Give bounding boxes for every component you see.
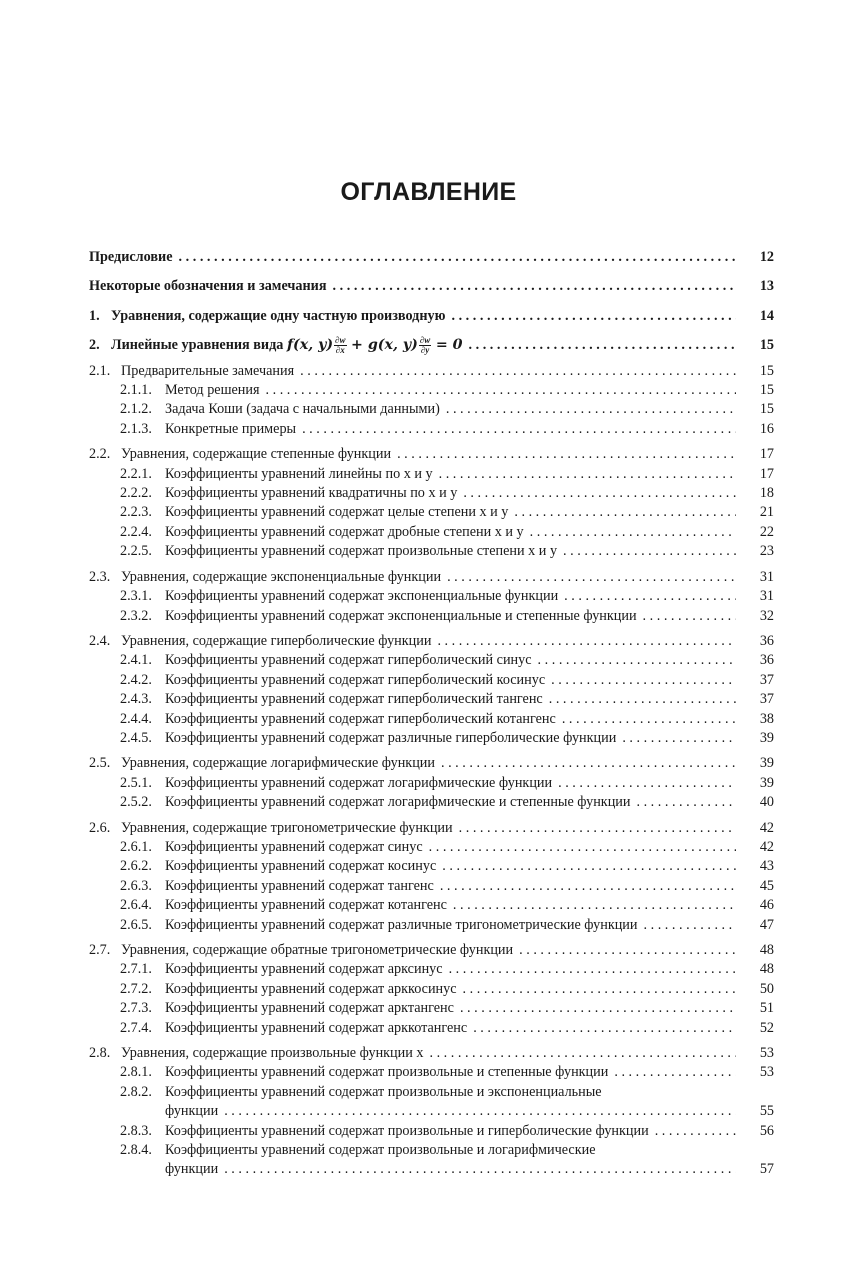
toc-label: Коэффициенты уравнений содержат экспоненциальные и степенные функции bbox=[165, 607, 637, 624]
toc-page: 46 bbox=[759, 897, 774, 914]
toc-page: 15 bbox=[759, 401, 774, 418]
toc-page: 31 bbox=[759, 588, 774, 605]
toc-page: 45 bbox=[759, 877, 774, 894]
toc-label: Коэффициенты уравнений содержат гиперболический котангенс bbox=[165, 710, 556, 727]
toc-entry-preface[interactable] bbox=[89, 248, 774, 267]
toc-page: 21 bbox=[759, 504, 774, 521]
toc-number: 2.7.2. bbox=[120, 980, 152, 997]
toc-number: 2.8. bbox=[89, 1045, 111, 1062]
toc-entry-subsection-263[interactable] bbox=[89, 877, 774, 896]
toc-entry-subsection-272[interactable] bbox=[89, 980, 774, 999]
toc-entry-subsection-232[interactable] bbox=[89, 607, 774, 626]
toc-entry-subsection-281[interactable] bbox=[89, 1063, 774, 1082]
toc-entry-subsection-224[interactable] bbox=[89, 523, 774, 542]
formula-equals-zero: = 0 bbox=[435, 337, 463, 354]
toc-number: 2.6.4. bbox=[120, 897, 152, 914]
toc-label: Коэффициенты уравнений квадратичны по x и y bbox=[165, 485, 458, 502]
toc-page: 51 bbox=[759, 1000, 774, 1017]
toc-label: Уравнения, содержащие логарифмические функции bbox=[121, 755, 435, 772]
toc-label: Предисловие bbox=[89, 249, 173, 265]
toc-label: Коэффициенты уравнений содержат тангенс bbox=[165, 877, 434, 894]
toc-label: Коэффициенты уравнений содержат гиперболический косинус bbox=[165, 671, 546, 688]
toc-page: 53 bbox=[759, 1064, 774, 1081]
toc-entry-subsection-264[interactable] bbox=[89, 896, 774, 915]
toc-number: 2.8.1. bbox=[120, 1064, 152, 1081]
toc-label: Коэффициенты уравнений содержат различные гиперболические функции bbox=[165, 729, 617, 746]
toc-number: 2.7. bbox=[89, 942, 111, 958]
toc-label: Задача Коши (задача с начальными данными) bbox=[165, 401, 440, 418]
toc-entry-subsection-282[interactable] bbox=[89, 1083, 774, 1102]
toc-label: Коэффициенты уравнений содержат арккотангенс bbox=[165, 1019, 468, 1036]
toc-number: 2.8.3. bbox=[120, 1122, 152, 1139]
toc-number: 2.5.1. bbox=[120, 774, 152, 791]
toc-entry-subsection-284[interactable] bbox=[89, 1141, 774, 1160]
toc-label: Уравнения, содержащие тригонометрические функции bbox=[121, 819, 453, 836]
toc-entry-subsection-283[interactable] bbox=[89, 1122, 774, 1141]
toc-entry-subsection-221[interactable] bbox=[89, 465, 774, 484]
toc-entry-subsection-251[interactable] bbox=[89, 774, 774, 793]
formula-f: f(x, y) bbox=[286, 337, 334, 354]
toc-page: 48 bbox=[759, 961, 774, 978]
toc-number: 2.4.1. bbox=[120, 652, 152, 669]
toc-page: 50 bbox=[759, 980, 774, 997]
toc-page: 53 bbox=[759, 1045, 774, 1062]
toc-label: Уравнения, содержащие степенные функции bbox=[121, 446, 392, 463]
toc-label: Предварительные замечания bbox=[121, 362, 295, 379]
chapter-2-title: Линейные уравнения вида bbox=[111, 337, 284, 354]
toc-number: 2.1.1. bbox=[120, 382, 152, 399]
toc-page: 15 bbox=[759, 337, 774, 354]
toc-number: 2.2.5. bbox=[120, 543, 152, 560]
toc-page: 36 bbox=[759, 632, 774, 649]
toc-entry-chapter-1[interactable] bbox=[89, 307, 774, 326]
toc-number: 2.8.4. bbox=[120, 1142, 152, 1159]
toc-page: 55 bbox=[759, 1103, 774, 1120]
toc-label: Коэффициенты уравнений содержат дробные степени x и y bbox=[165, 523, 524, 540]
toc-page: 56 bbox=[759, 1122, 774, 1139]
toc-entry-subsection-284-continued[interactable] bbox=[89, 1160, 774, 1179]
toc-entry-section-23[interactable] bbox=[89, 568, 774, 587]
toc-label: Коэффициенты уравнений содержат синус bbox=[165, 838, 423, 855]
toc-entry-section-21[interactable] bbox=[89, 362, 774, 381]
toc-number: 2.1.2. bbox=[120, 401, 152, 418]
toc-entry-section-25[interactable] bbox=[89, 754, 774, 773]
toc-page: 38 bbox=[759, 710, 774, 727]
toc-label: Коэффициенты уравнений содержат произвольные и экспоненциальные bbox=[165, 1083, 602, 1100]
toc-number: 2.6.5. bbox=[120, 916, 152, 933]
toc-page: 39 bbox=[759, 729, 774, 746]
toc-page: 32 bbox=[759, 607, 774, 624]
toc-label: Коэффициенты уравнений линейны по x и y bbox=[165, 465, 433, 482]
toc-entry-subsection-282-continued[interactable] bbox=[89, 1102, 774, 1121]
toc-number: 2.3.1. bbox=[120, 588, 152, 605]
toc-number: 2.7.1. bbox=[120, 961, 152, 978]
toc-page: 47 bbox=[759, 916, 774, 933]
toc-entry-section-22[interactable] bbox=[89, 445, 774, 464]
toc-page: 48 bbox=[759, 942, 774, 958]
toc-page: 17 bbox=[759, 465, 774, 482]
toc-label: Уравнения, содержащие одну частную производную bbox=[111, 307, 446, 324]
toc-number: 2.7.3. bbox=[120, 1000, 152, 1017]
toc-number: 2.4.5. bbox=[120, 729, 152, 746]
toc-label: Коэффициенты уравнений содержат котангенс bbox=[165, 897, 447, 914]
toc-page: 18 bbox=[759, 485, 774, 502]
toc-entry-section-24[interactable] bbox=[89, 632, 774, 651]
toc-number: 2.2.2. bbox=[120, 485, 152, 502]
formula-g: + g(x, y) bbox=[351, 337, 418, 354]
toc-number: 2.6.3. bbox=[120, 877, 152, 894]
toc-number: 2.2.4. bbox=[120, 523, 152, 540]
toc-label: Уравнения, содержащие гиперболические функции bbox=[121, 632, 432, 649]
toc-entry-subsection-241[interactable] bbox=[89, 651, 774, 670]
toc-page: 13 bbox=[759, 278, 774, 295]
toc-number: 2.7.4. bbox=[120, 1019, 152, 1036]
toc-entry-subsection-222[interactable] bbox=[89, 484, 774, 503]
toc-entry-subsection-213[interactable] bbox=[89, 420, 774, 439]
toc-page: 37 bbox=[759, 691, 774, 708]
toc-label: Конкретные примеры bbox=[165, 420, 297, 437]
toc-page: 14 bbox=[759, 307, 774, 324]
toc-page: 43 bbox=[759, 858, 774, 875]
toc-page: 42 bbox=[759, 838, 774, 855]
toc-entry-subsection-265[interactable] bbox=[89, 916, 774, 935]
partial-derivative-y: $\frac{\partial w}{\partial y}$ bbox=[419, 335, 431, 356]
toc-page: 39 bbox=[759, 774, 774, 791]
toc-label: Коэффициенты уравнений содержат различные тригонометрические функции bbox=[165, 916, 638, 933]
page-title: ОГЛАВЛЕНИЕ bbox=[340, 178, 517, 206]
toc-number: 2.5.2. bbox=[120, 794, 152, 811]
toc-label: Коэффициенты уравнений содержат арктангенс bbox=[165, 1000, 454, 1017]
toc-entry-subsection-245[interactable] bbox=[89, 729, 774, 748]
toc-number: 2.3.2. bbox=[120, 607, 152, 624]
toc-label: Уравнения, содержащие экспоненциальные функции bbox=[121, 568, 442, 585]
toc-entry-subsection-252[interactable] bbox=[89, 793, 774, 812]
toc-page: 52 bbox=[759, 1019, 774, 1036]
toc-page: 36 bbox=[759, 652, 774, 669]
toc-number: 2.6. bbox=[89, 819, 111, 836]
toc-number: 2.6.2. bbox=[120, 858, 152, 875]
toc-page: 31 bbox=[759, 568, 774, 585]
toc-number: 2.5. bbox=[89, 755, 111, 772]
toc-number: 2.2.3. bbox=[120, 504, 152, 521]
toc-number: 2.1. bbox=[89, 362, 111, 379]
toc-label: Уравнения, содержащие обратные тригонометрические функции bbox=[121, 942, 514, 958]
toc-entry-subsection-274[interactable] bbox=[89, 1019, 774, 1038]
toc-label: Коэффициенты уравнений содержат гиперболический тангенс bbox=[165, 691, 543, 708]
toc-label: Коэффициенты уравнений содержат экспоненциальные функции bbox=[165, 588, 559, 605]
toc-page: 16 bbox=[759, 420, 774, 437]
toc-label: Коэффициенты уравнений содержат целые степени x и y bbox=[165, 504, 509, 521]
toc-entry-subsection-262[interactable] bbox=[89, 857, 774, 876]
toc-entry-subsection-243[interactable] bbox=[89, 690, 774, 709]
toc-number: 2.4.2. bbox=[120, 671, 152, 688]
toc-entry-subsection-244[interactable] bbox=[89, 710, 774, 729]
toc-number: 2. bbox=[89, 337, 100, 354]
partial-derivative-x: $\frac{\partial w}{\partial x}$ bbox=[335, 335, 346, 356]
toc-label-continued: функции bbox=[165, 1161, 219, 1178]
toc-number: 2.4. bbox=[89, 632, 111, 649]
toc-entry-subsection-231[interactable] bbox=[89, 587, 774, 606]
toc-entry-section-26[interactable] bbox=[89, 819, 774, 838]
toc-entry-chapter-2[interactable] bbox=[89, 336, 774, 355]
toc-page: 17 bbox=[759, 446, 774, 463]
toc-entry-subsection-273[interactable] bbox=[89, 999, 774, 1018]
toc-label: Некоторые обозначения и замечания bbox=[89, 278, 327, 295]
toc-page: 15 bbox=[759, 382, 774, 399]
toc-page: 39 bbox=[759, 755, 774, 772]
toc-page: 40 bbox=[759, 794, 774, 811]
toc-label: Коэффициенты уравнений содержат арксинус bbox=[165, 961, 443, 978]
toc-label: Коэффициенты уравнений содержат произвольные и степенные функции bbox=[165, 1064, 609, 1081]
toc-label-continued: функции bbox=[165, 1103, 219, 1120]
toc-number: 2.1.3. bbox=[120, 420, 152, 437]
toc-label bbox=[111, 336, 463, 355]
toc-page: 22 bbox=[759, 523, 774, 540]
toc-entry-subsection-261[interactable] bbox=[89, 838, 774, 857]
toc-label: Коэффициенты уравнений содержат произвольные и логарифмические bbox=[165, 1142, 596, 1159]
toc-number: 2.2. bbox=[89, 446, 111, 463]
toc-label: Коэффициенты уравнений содержат логарифмические и степенные функции bbox=[165, 794, 631, 811]
toc-number: 1. bbox=[89, 307, 100, 324]
toc-label: Коэффициенты уравнений содержат произвольные и гиперболические функции bbox=[165, 1122, 649, 1139]
toc-number: 2.4.4. bbox=[120, 710, 152, 727]
toc-label: Коэффициенты уравнений содержат произвольные степени x и y bbox=[165, 543, 558, 560]
toc-number: 2.8.2. bbox=[120, 1083, 152, 1100]
toc-page: 37 bbox=[759, 671, 774, 688]
toc-entry-subsection-211[interactable] bbox=[89, 381, 774, 400]
toc-page: 12 bbox=[759, 249, 774, 265]
toc-label: Коэффициенты уравнений содержат логарифмические функции bbox=[165, 774, 553, 791]
toc-entry-section-27[interactable] bbox=[89, 941, 774, 960]
toc-page: 42 bbox=[759, 819, 774, 836]
toc-page: 23 bbox=[759, 543, 774, 560]
toc-number: 2.3. bbox=[89, 568, 111, 585]
toc-entry-subsection-223[interactable] bbox=[89, 503, 774, 522]
toc-entry-notation[interactable] bbox=[89, 277, 774, 296]
toc-number: 2.6.1. bbox=[120, 838, 152, 855]
toc-label: Уравнения, содержащие произвольные функции x bbox=[121, 1045, 424, 1062]
table-of-contents bbox=[89, 248, 774, 1180]
toc-entry-section-28[interactable] bbox=[89, 1044, 774, 1063]
toc-entry-subsection-242[interactable] bbox=[89, 671, 774, 690]
toc-number: 2.4.3. bbox=[120, 691, 152, 708]
toc-label: Метод решения bbox=[165, 382, 260, 399]
toc-page: 15 bbox=[759, 362, 774, 379]
toc-entry-subsection-225[interactable] bbox=[89, 542, 774, 561]
toc-label: Коэффициенты уравнений содержат арккосинус bbox=[165, 980, 457, 997]
toc-entry-subsection-271[interactable] bbox=[89, 960, 774, 979]
toc-entry-subsection-212[interactable] bbox=[89, 400, 774, 419]
toc-label: Коэффициенты уравнений содержат гиперболический синус bbox=[165, 652, 532, 669]
toc-label: Коэффициенты уравнений содержат косинус bbox=[165, 858, 437, 875]
toc-page: 57 bbox=[759, 1161, 774, 1178]
toc-number: 2.2.1. bbox=[120, 465, 152, 482]
